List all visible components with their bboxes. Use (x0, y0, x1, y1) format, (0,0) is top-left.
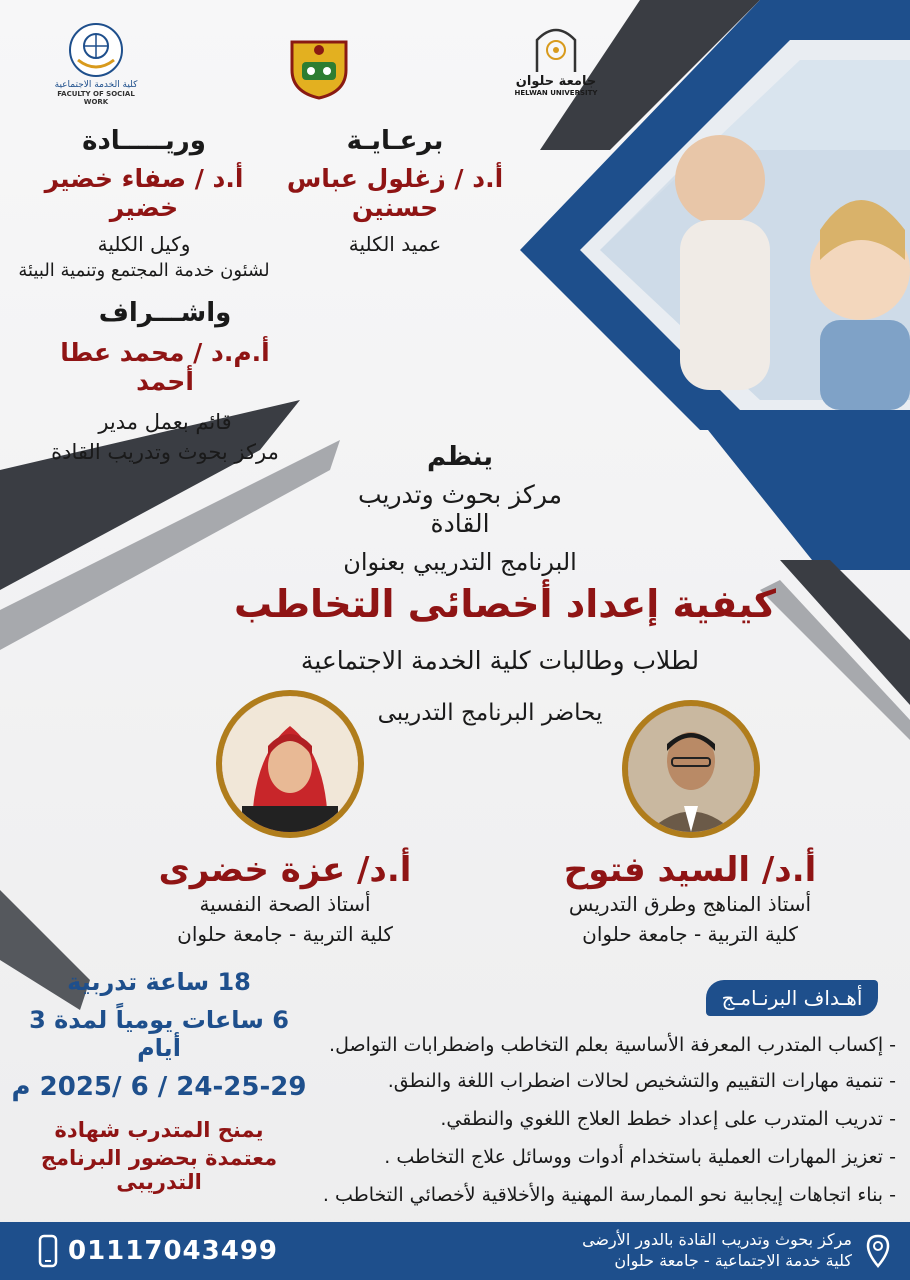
patronage-role: عميد الكلية (348, 232, 442, 256)
address-line-1: مركز بحوث وتدريب القادة بالدور الأرضى (582, 1230, 852, 1249)
faculty-logo-text-en: FACULTY OF SOCIAL WORK (57, 90, 135, 106)
schedule-daily: 6 ساعات يومياً لمدة 3 أيام (29, 1006, 289, 1062)
goal-text-1: إكساب المتدرب المعرفة الأساسية بعلم التخاطب واضطرابات التواصل. (329, 1034, 884, 1056)
patronage-block (280, 126, 510, 256)
phone-number[interactable]: 01117043499 (68, 1236, 278, 1266)
goal-text-3: تدريب المتدرب على إعداد خطط العلاج اللغوي والنطقي. (440, 1108, 884, 1130)
man-portrait-icon (628, 706, 754, 832)
address-block (582, 1230, 852, 1270)
goal-text-5: بناء اتجاهات إيجابية نحو الممارسة المهنية والأخلاقية لأخصائي التخاطب . (322, 1184, 884, 1206)
supervision-role-1: قائم بعمل مدير (98, 410, 232, 434)
lecturer-1-card (545, 850, 835, 946)
patronage-name: أ.د / زغلول عباس حسنين (286, 164, 504, 222)
schedule-hours: 18 ساعة تدربية (67, 968, 251, 996)
faculty-logo-text-ar: كلية الخدمة الاجتماعية (54, 80, 138, 90)
goal-item: - تدريب المتدرب على إعداد خطط العلاج اللغوي والنطقي. (440, 1108, 896, 1130)
goal-item: - تعزيز المهارات العملية باستخدام أدوات ووسائل علاج التخاطب . (384, 1146, 896, 1168)
goal-item: - بناء اتجاهات إيجابية نحو الممارسة المهنية والأخلاقية لأخصائي التخاطب . (322, 1184, 896, 1206)
helwan-logo-text-en: HELWAN UNIVERSITY (514, 89, 598, 97)
helwan-logo-text-ar: جامعة حلوان (515, 74, 597, 89)
supervision-block (40, 298, 290, 464)
program-title: كيفية إعداد أخصائى التخاطب (234, 582, 776, 626)
lecturer-1-name: أ.د/ السيد فتوح (563, 850, 817, 890)
helwan-emblem-icon (533, 22, 579, 74)
leadership-name: أ.د / صفاء خضير خضير (44, 164, 244, 222)
lecturer-2-title: أستاذ الصحة النفسية (199, 892, 371, 916)
leadership-heading: وريـــــادة (82, 126, 206, 156)
leaders-center-logo (284, 34, 354, 100)
lecturer-2-card (150, 850, 420, 946)
goal-item: - إكساب المتدرب المعرفة الأساسية بعلم التخاطب واضطرابات التواصل. (329, 1034, 896, 1056)
shield-emblem-icon (286, 34, 352, 100)
leadership-role-2: لشئون خدمة المجتمع وتنمية البيئة (18, 260, 270, 281)
lecturer-2-name: أ.د/ عزة خضرى (158, 850, 412, 890)
supervision-heading: واشـــراف (98, 298, 232, 328)
intro-line-2: مركز بحوث وتدريب القادة (357, 480, 563, 538)
goal-text-2: تنمية مهارات التقييم والتشخيص لحالات اضطراب اللغة والنطق. (387, 1070, 884, 1092)
patronage-heading: برعـايـة (346, 126, 444, 156)
footer-bar (0, 1222, 910, 1280)
faculty-social-work-logo (46, 22, 146, 106)
supervision-role-2: مركز بحوث وتدريب القادة (51, 440, 279, 464)
lecturer-1-affiliation: كلية التربية - جامعة حلوان (582, 922, 798, 946)
certificate-line-1: يمنح المتدرب شهادة (54, 1118, 264, 1142)
woman-portrait-icon (222, 696, 358, 832)
helwan-university-logo (514, 22, 598, 97)
location-pin-icon (866, 1234, 890, 1272)
lecturer-1-photo (622, 700, 760, 838)
supervision-name: أ.م.د / محمد عطا أحمد (60, 338, 270, 396)
goals-title: أهـداف البرنـامـج (706, 980, 878, 1016)
globe-hands-icon (68, 22, 124, 78)
lecturer-2-photo (216, 690, 364, 838)
lecturer-1-title: أستاذ المناهج وطرق التدريس (568, 892, 812, 916)
phone-icon (38, 1234, 58, 1272)
schedule-dates: 24-25-29 / 6 /2025 م (11, 1072, 307, 1102)
certificate-line-2: معتمدة بحضور البرنامج التدريبى (40, 1146, 278, 1194)
audience-text: لطلاب وطالبات كلية الخدمة الاجتماعية (300, 646, 700, 675)
schedule-block (4, 968, 314, 1194)
intro-line-3: البرنامج التدريبي بعنوان (343, 548, 577, 576)
leadership-role-1: وكيل الكلية (97, 232, 191, 256)
intro-line-1: ينظم (426, 442, 494, 472)
goal-text-4: تعزيز المهارات العملية باستخدام أدوات ووسائل علاج التخاطب . (384, 1146, 884, 1168)
lecturer-2-affiliation: كلية التربية - جامعة حلوان (177, 922, 393, 946)
goal-item: - تنمية مهارات التقييم والتشخيص لحالات اضطراب اللغة والنطق. (387, 1070, 896, 1092)
address-line-2: كلية خدمة الاجتماعية - جامعة حلوان (614, 1251, 852, 1270)
lecturers-heading: يحاضر البرنامج التدريبى (377, 700, 603, 726)
leadership-block (14, 126, 274, 281)
intro-block (330, 442, 590, 576)
